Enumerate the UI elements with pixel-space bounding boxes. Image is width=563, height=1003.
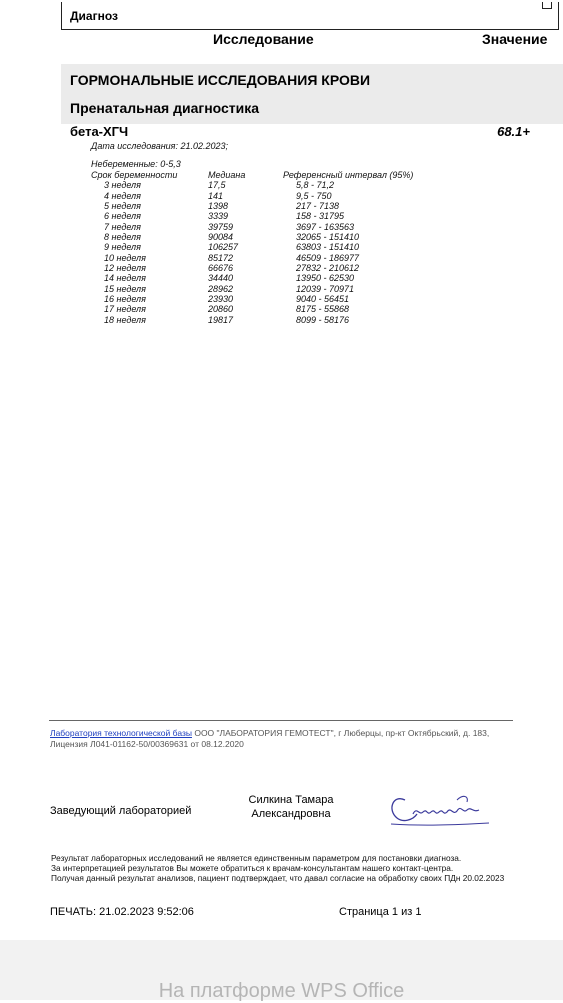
disclaimer-line: Результат лабораторных исследований не является единственным параметром для постановки диагноза. xyxy=(51,853,462,863)
row-term: 18 неделя xyxy=(104,314,146,325)
row-interval: 13950 - 62530 xyxy=(296,273,355,284)
row-median: 28962 xyxy=(208,283,234,294)
lab-info xyxy=(50,728,489,750)
row-interval: 8175 - 55868 xyxy=(296,304,350,315)
header-median: Медиана xyxy=(208,170,246,180)
diagnosis-label: Диагноз xyxy=(70,9,118,23)
row-interval: 9040 - 56451 xyxy=(296,294,350,305)
row-interval: 32065 - 151410 xyxy=(296,232,360,243)
row-median: 17,5 xyxy=(208,180,226,191)
row-term: 15 неделя xyxy=(104,283,146,294)
row-median: 141 xyxy=(208,190,224,201)
row-term: 14 неделя xyxy=(104,273,146,284)
row-term: 5 неделя xyxy=(104,201,141,212)
row-median: 19817 xyxy=(208,314,234,325)
disclaimer-line: За интерпретацией результатов Вы можете обратиться к врачам-консультантам нашего контакт-центра. xyxy=(51,863,454,873)
row-interval: 63803 - 151410 xyxy=(296,242,360,253)
row-median: 90084 xyxy=(208,232,234,243)
row-interval: 27832 - 210612 xyxy=(296,263,360,274)
row-term: 16 неделя xyxy=(104,294,146,305)
row-term: 7 неделя xyxy=(104,221,141,232)
lab-link[interactable]: Лаборатория технологической базы xyxy=(50,728,192,738)
row-interval: 46509 - 186977 xyxy=(296,252,360,263)
row-term: 8 неделя xyxy=(104,232,141,243)
head-of-lab-label: Заведующий лабораторией xyxy=(50,805,192,817)
handwritten-signature xyxy=(383,780,493,830)
signer-name xyxy=(236,793,346,821)
row-interval: 8099 - 58176 xyxy=(296,314,350,325)
row-median: 20860 xyxy=(208,304,234,315)
row-median: 23930 xyxy=(208,294,234,305)
row-interval: 158 - 31795 xyxy=(296,211,345,222)
row-median: 1398 xyxy=(208,201,229,212)
signer-name-line2: Александровна xyxy=(251,808,331,820)
wps-watermark: На платформе WPS Office xyxy=(158,980,405,1002)
section-header xyxy=(61,64,563,124)
row-interval: 5,8 - 71,2 xyxy=(296,180,335,191)
footer-divider xyxy=(49,720,513,721)
section-title: ГОРМОНАЛЬНЫЕ ИССЛЕДОВАНИЯ КРОВИ xyxy=(70,72,371,88)
lab-address: ООО "ЛАБОРАТОРИЯ ГЕМОТЕСТ", г Люберцы, пр-кт Октябрьский, д. 183, xyxy=(191,728,490,738)
lab-license: Лицензия Л041-01162-50/00369631 от 08.12.2020 xyxy=(50,739,244,749)
row-term: 4 неделя xyxy=(104,190,141,201)
row-term: 6 неделя xyxy=(104,211,141,222)
column-header-study: Исследование xyxy=(213,31,314,47)
test-date: Дата исследования: 21.02.2023; xyxy=(91,141,229,151)
header-term: Срок беременности xyxy=(91,170,178,180)
row-term: 10 неделя xyxy=(104,252,146,263)
column-header-value: Значение xyxy=(482,31,548,47)
signer-name-line1: Силкина Тамара xyxy=(248,794,334,806)
disclaimer-line: Получая данный результат анализов, пациент подтверждает, что давал согласие на обработку своих ПДн 20.02.2023 xyxy=(51,873,505,883)
row-median: 106257 xyxy=(208,242,239,253)
test-value: 68.1+ xyxy=(497,124,530,139)
row-interval: 217 - 7138 xyxy=(296,201,340,212)
row-median: 66676 xyxy=(208,263,234,274)
test-name: бета-ХГЧ xyxy=(70,124,129,139)
row-term: 17 неделя xyxy=(104,304,146,315)
row-interval: 3697 - 163563 xyxy=(296,221,355,232)
row-median: 85172 xyxy=(208,252,234,263)
row-term: 3 неделя xyxy=(104,180,141,191)
box-corner-mark xyxy=(542,2,552,9)
print-timestamp: ПЕЧАТЬ: 21.02.2023 9:52:06 xyxy=(50,906,194,918)
row-median: 3339 xyxy=(208,211,229,222)
row-term: 12 неделя xyxy=(104,263,146,274)
disclaimer xyxy=(51,853,504,883)
page-number: Страница 1 из 1 xyxy=(339,906,422,918)
header-interval: Референсный интервал (95%) xyxy=(283,170,414,180)
non-pregnant-range: Небеременные: 0-5,3 xyxy=(91,159,181,169)
row-median: 34440 xyxy=(208,273,234,284)
row-median: 39759 xyxy=(208,221,234,232)
section-subtitle: Пренатальная диагностика xyxy=(70,100,260,116)
row-interval: 12039 - 70971 xyxy=(296,283,355,294)
row-interval: 9,5 - 750 xyxy=(296,190,332,201)
row-term: 9 неделя xyxy=(104,242,141,253)
diagnosis-box xyxy=(61,2,559,30)
